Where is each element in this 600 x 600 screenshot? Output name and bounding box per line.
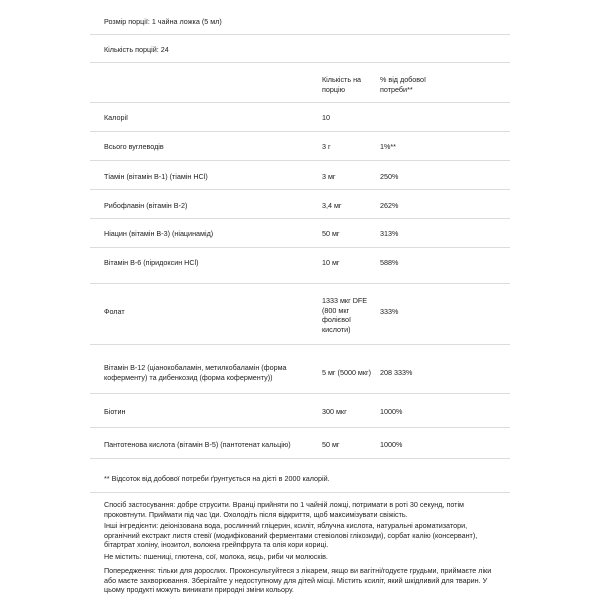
allergen-free-statement: Не містить: пшениці, глютена, сої, молока, яєць, риби чи молюсків.	[104, 552, 328, 561]
row-amount: 3 г	[322, 142, 331, 151]
row-name: Рибофлавін (вітамін B-2)	[104, 201, 188, 210]
row-name: Калорії	[104, 113, 129, 122]
divider	[90, 131, 510, 132]
row-dv: 333%	[380, 307, 399, 316]
header-amount: Кількість на порцію	[322, 75, 362, 94]
supplement-facts-panel	[90, 0, 510, 600]
row-amount: 1333 мкг DFE (800 мкг фолієвої кислоти)	[322, 296, 368, 334]
divider	[90, 102, 510, 103]
row-amount: 50 мг	[322, 440, 340, 449]
row-dv: 250%	[380, 172, 399, 181]
row-dv: 313%	[380, 229, 399, 238]
divider	[90, 427, 510, 428]
divider	[90, 34, 510, 35]
divider	[90, 62, 510, 63]
divider	[90, 344, 510, 345]
row-name: Фолат	[104, 307, 125, 316]
row-name: Тіамін (вітамін B-1) (тіамін HCl)	[104, 172, 208, 181]
row-amount: 3,4 мг	[322, 201, 342, 210]
row-dv: 262%	[380, 201, 399, 210]
row-name: Всього вуглеводів	[104, 142, 164, 151]
row-amount: 10 мг	[322, 258, 340, 267]
row-name: Ніацин (вітамін B-3) (ніацинамід)	[104, 229, 214, 238]
row-dv: 1%**	[380, 142, 396, 151]
divider	[90, 492, 510, 493]
warning: Попередження: тільки для дорослих. Проконсультуйтеся з лікарем, якщо ви вагітні/годуєте грудьми, приймаєте ліки або маєте захворювання. Зберігайте у недоступному для дітей місці. Містить ксиліт, який шкідливий для тварин. У цьому продукті можуть виникати природні зміни кольору.	[104, 566, 492, 594]
divider	[90, 458, 510, 459]
divider	[90, 160, 510, 161]
row-dv: 208 333%	[380, 368, 413, 377]
row-amount: 3 мг	[322, 172, 336, 181]
daily-value-footnote: ** Відсоток від добової потреби ґрунтується на дієті в 2000 калорій.	[104, 474, 330, 483]
row-amount: 50 мг	[322, 229, 340, 238]
divider	[90, 393, 510, 394]
row-name: Вітамін B-6 (піридоксин HCl)	[104, 258, 199, 267]
row-name: Біотин	[104, 407, 126, 416]
serving-size: Розмір порції: 1 чайна ложка (5 мл)	[104, 17, 222, 26]
usage-directions: Спосіб застосування: добре струсити. Вранці прийняти по 1 чайній ложці, потримати в роті 30 секунд, потім проковтнути. Приймати під час їди. Охолодіть після відкриття, щоб максимізувати свіжість.	[104, 500, 465, 519]
divider	[90, 189, 510, 190]
row-name: Вітамін B-12 (ціанокобаламін, метилкобаламін (форма коферменту) та дибенкозид (форма коферменту))	[104, 363, 287, 382]
divider	[90, 218, 510, 219]
row-amount: 300 мкг	[322, 407, 347, 416]
row-name: Пантотенова кислота (вітамін B-5) (пантотенат кальцію)	[104, 440, 291, 449]
row-dv: 1000%	[380, 407, 403, 416]
row-dv: 588%	[380, 258, 399, 267]
divider	[90, 247, 510, 248]
row-amount: 10	[322, 113, 330, 122]
servings-count: Кількість порцій: 24	[104, 45, 169, 54]
divider	[90, 283, 510, 284]
row-dv: 1000%	[380, 440, 403, 449]
header-daily-value: % від добової потреби**	[380, 75, 427, 94]
row-amount: 5 мг (5000 мкг)	[322, 368, 372, 377]
other-ingredients: Інші інгредієнти: деіонізована вода, рослинний гліцерин, ксиліт, яблучна кислота, натуральні ароматизатори, органічний екстракт листя стевії (модифікований ферментами стевіолові глікозиди), сорбат калію (консервант), бітартрат холіну, інозитол, волокна грейпфрута та олія кори кориці.	[104, 521, 478, 549]
